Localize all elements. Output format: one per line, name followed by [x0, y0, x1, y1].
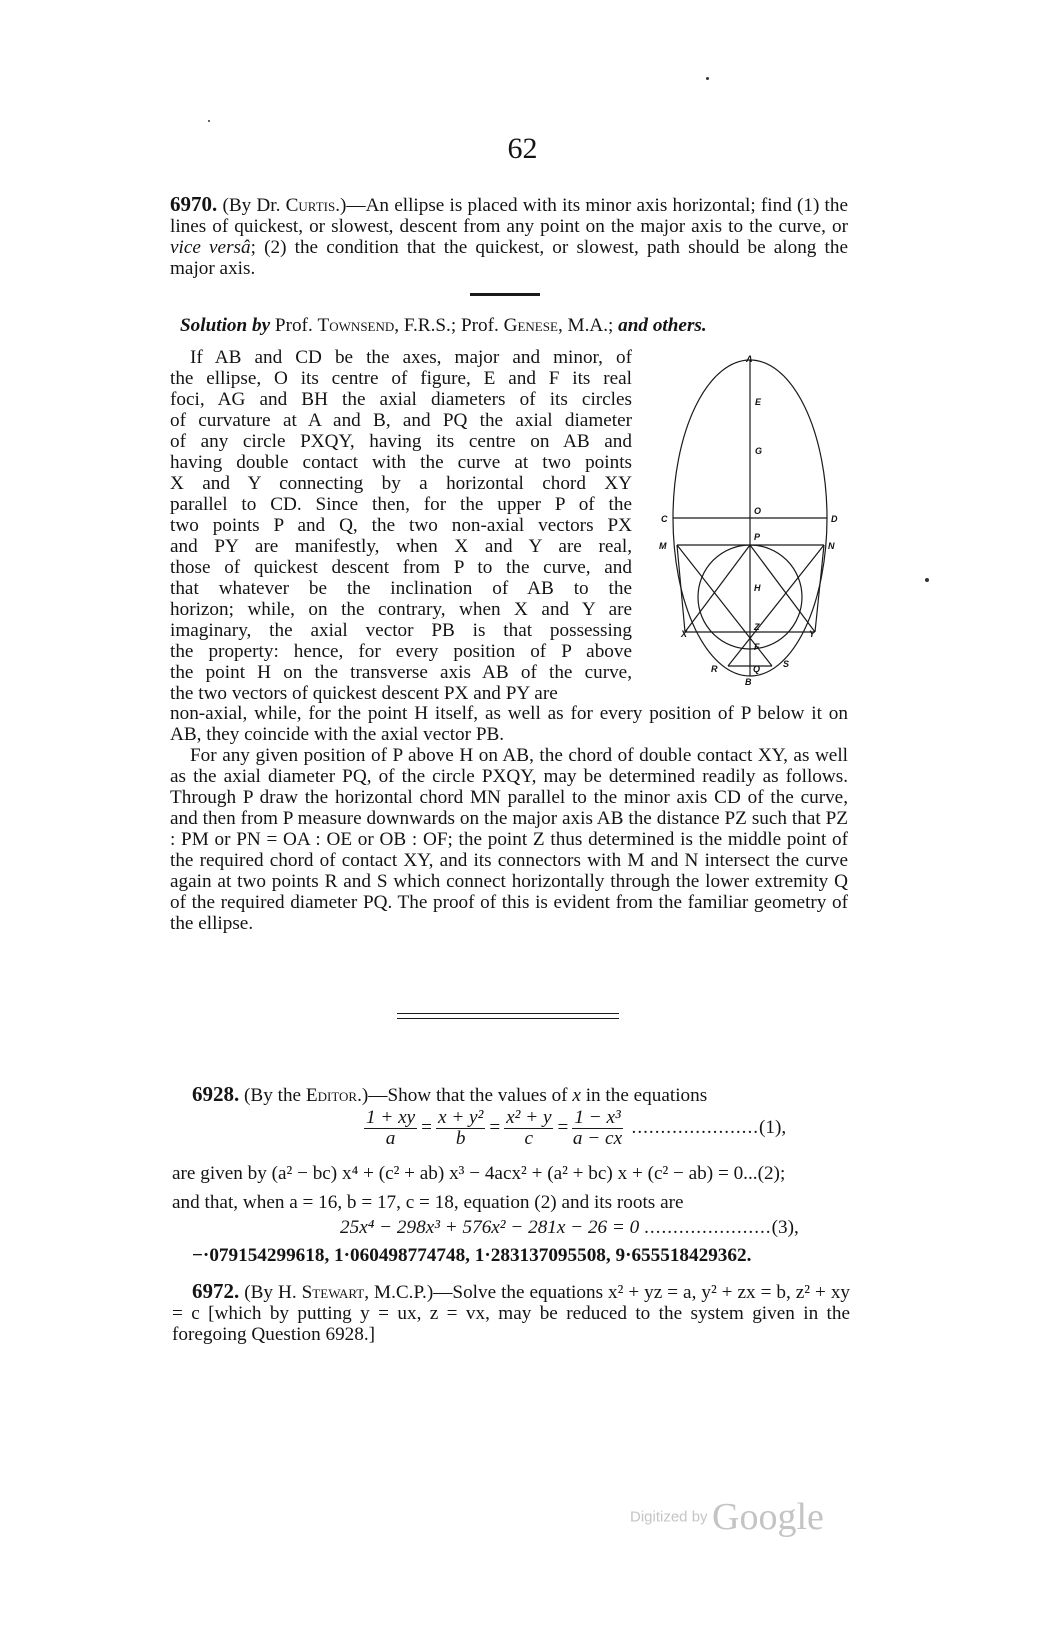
- section-double-rule-top: [397, 1013, 619, 1014]
- solution-line: and PY are manifestly, when X and Y are real,: [170, 536, 632, 557]
- variable-x: x: [572, 1085, 581, 1106]
- digitized-by-text: Digitized by: [630, 1508, 708, 1526]
- fraction-1: $\frac{1 + xy}{a}$: [366, 1107, 416, 1149]
- roots-line: −·079154299618, 1·060498774748, 1·283137095508, 9·655518429362.: [192, 1245, 752, 1266]
- label-o: O: [754, 506, 762, 516]
- label-n: N: [828, 541, 835, 551]
- solution-line: of any circle PXQY, having its centre on AB and: [170, 431, 632, 452]
- section-rule: [470, 293, 540, 296]
- question-6928: [192, 1084, 852, 1106]
- scan-speck: [706, 77, 709, 80]
- google-logo-text: Google: [712, 1496, 824, 1538]
- equals-sign: =: [489, 1116, 501, 1138]
- label-e: E: [755, 397, 762, 407]
- question-6972: [172, 1281, 850, 1345]
- question-number: 6972.: [192, 1279, 240, 1303]
- values-line: and that, when a = 16, b = 17, c = 18, equation (2) and its roots are: [172, 1192, 684, 1213]
- label-c: C: [661, 514, 668, 524]
- solution-line: parallel to CD. Since then, for the upper P of the: [170, 494, 632, 515]
- solution-line: the ellipse, O its centre of figure, E and F its real: [170, 368, 632, 389]
- scan-speck: [925, 578, 929, 582]
- solution-line: imaginary, the axial vector PB is that possessing: [170, 620, 632, 641]
- ellipse-figure: [655, 350, 850, 685]
- question-text: .)—Show that the values of: [357, 1085, 573, 1106]
- fraction-3: $\frac{\text{x² + y}}{c}$: [506, 1107, 552, 1149]
- line-n-to-y: [815, 545, 824, 632]
- prof-suffix: , F.R.S.; Prof.: [394, 315, 504, 336]
- question-text: .)—An ellipse is placed with its minor axis horizontal; find (1) the lines of quickest, or slowest, descent from any point on the major axis to the curve, or: [170, 195, 849, 237]
- author-name: Stewart: [301, 1282, 365, 1303]
- label-b: B: [745, 677, 752, 685]
- question-number: 6970.: [170, 192, 218, 216]
- solution-header: [180, 315, 850, 336]
- page-number: 62: [507, 132, 538, 165]
- vice-versa: vice versâ: [170, 237, 251, 258]
- label-y: Y: [809, 629, 816, 639]
- author-lead: (By the: [239, 1085, 306, 1106]
- equation-3: [340, 1217, 799, 1239]
- label-f: F: [754, 642, 760, 652]
- solution-line: the two vectors of quickest descent PX and PY are: [170, 683, 558, 704]
- solution-line: If AB and CD be the axes, major and minor, of: [190, 347, 632, 368]
- prof-prefix: Prof.: [270, 315, 318, 336]
- equation-3-body: 25x⁴ − 298x³ + 576x² − 281x − 26 = 0: [340, 1217, 640, 1238]
- label-m: M: [659, 541, 667, 551]
- solution-line: having double contact with the curve at two points: [170, 452, 632, 473]
- label-g: G: [755, 446, 763, 456]
- solution-line: that whatever be the inclination of AB to the: [170, 578, 632, 599]
- author-name: Editor: [305, 1085, 358, 1106]
- solution-paragraph-2: For any given position of P above H on AB, the chord of double contact XY, as well as the axial diameter PQ, of the circle PXQY, may be determined readily as follows. Through P draw the horizontal chord MN parallel to the minor axis CD of the curve, and then from P measure downwards on the major axis AB the distance PZ such that PZ : PM or PN = OA : OE or OB : OF; the point Z thus determined is the middle point of the required chord of contact XY, and its connectors with M and N intersect the curve again at two points R and S which connect horizontally through the lower extremity Q of the required diameter PQ. The proof of this is evident from the familiar geometry of the ellipse.: [170, 745, 848, 934]
- solution-line: two points P and Q, the two non-axial vectors PX: [170, 515, 632, 536]
- leader-dots: ......................: [644, 1217, 772, 1238]
- author-lead: (By H.: [239, 1282, 302, 1303]
- solution-lead: Solution by: [180, 315, 271, 336]
- question-6970: [170, 194, 848, 279]
- fraction-4: $\frac{\text{1 − x³}}{a - cx}$: [572, 1107, 623, 1149]
- label-q: Q: [753, 664, 761, 674]
- label-s: S: [783, 659, 790, 669]
- digitized-watermark: [630, 1495, 824, 1539]
- fraction-2: $\frac{\text{x + y²}}{b}$: [438, 1107, 484, 1149]
- solution-line: the property: hence, for every position of P above: [170, 641, 632, 662]
- label-h: H: [754, 583, 761, 593]
- solver-genese: Genese: [503, 315, 558, 336]
- line-p-to-x: [685, 545, 750, 632]
- and-others: and others.: [618, 315, 707, 336]
- leader-dots: ......................: [631, 1116, 760, 1138]
- solution-line: foci, AG and BH the axial diameters of its circles: [170, 389, 632, 410]
- question-text-2: in the equations: [580, 1085, 708, 1106]
- question-number: 6928.: [192, 1082, 240, 1106]
- prof-suffix-2: , M.A.;: [557, 315, 619, 336]
- author-name: Curtis: [285, 195, 336, 216]
- equals-sign: =: [557, 1116, 569, 1138]
- label-a: A: [746, 354, 753, 364]
- line-m-to-x: [677, 545, 685, 632]
- solution-line: X and Y connecting by a horizontal chord XY: [170, 473, 632, 494]
- solver-townsend: Townsend: [317, 315, 395, 336]
- solution-line: those of quickest descent from P to the curve, and: [170, 557, 632, 578]
- equation-tag-3: (3),: [771, 1217, 799, 1238]
- section-double-rule-bottom: [397, 1018, 619, 1019]
- label-d: D: [831, 514, 838, 524]
- solution-line: of curvature at A and B, and PQ the axial diameter: [170, 410, 632, 431]
- solution-line: horizon; while, on the contrary, when X and Y are: [170, 599, 632, 620]
- label-r: R: [711, 664, 718, 674]
- author-lead: (By Dr.: [217, 195, 286, 216]
- question-text: , M.C.P.)—Solve the equations x² + yz = a, y² + zx = b, z² + xy = c [which by putting y = ux, z = vx, may be reduced to the system given in the foregoing Question 6928.]: [172, 1282, 851, 1345]
- line-n-to-r: [728, 545, 824, 666]
- equation-1: [360, 1108, 786, 1149]
- solution-paragraph-1-end: non-axial, while, for the point H itself, as well as for every position of P below it on AB, they coincide with the axial vector PB.: [170, 703, 848, 745]
- question-text-rest: ; (2) the condition that the quickest, or slowest, path should be along the major axis.: [170, 237, 848, 279]
- label-x: X: [681, 629, 688, 639]
- equation-tag-1: (1),: [759, 1116, 787, 1138]
- equation-2-line: are given by (a² − bc) x⁴ + (c² + ab) x³ − 4acx² + (a² + bc) x + (c² − ab) = 0...(2);: [172, 1163, 786, 1184]
- solution-line: the point H on the transverse axis AB of the curve,: [170, 662, 632, 683]
- label-p: P: [754, 532, 761, 542]
- label-z: Z: [754, 622, 760, 632]
- scan-speck: [208, 120, 210, 122]
- solution-wrapped-text: [170, 347, 632, 704]
- equals-sign: =: [421, 1116, 432, 1138]
